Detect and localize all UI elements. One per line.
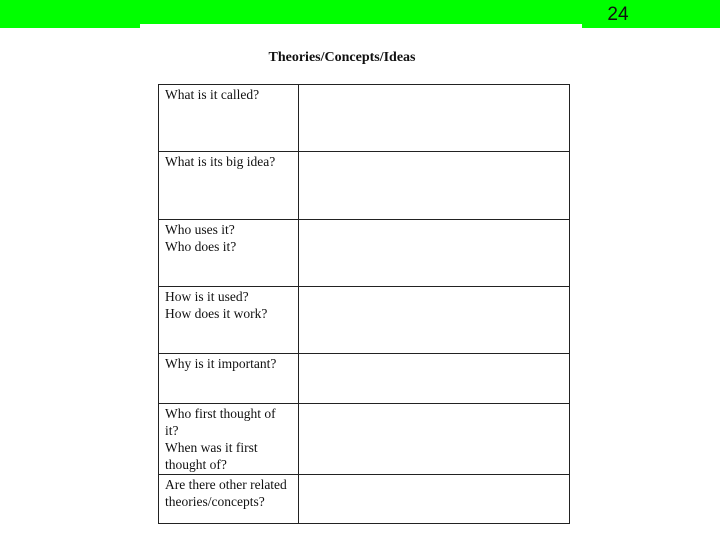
answer-cell[interactable] xyxy=(299,287,570,354)
worksheet-table xyxy=(158,84,570,524)
table-row xyxy=(159,220,570,287)
answer-cell[interactable] xyxy=(299,404,570,475)
question-cell xyxy=(159,404,299,475)
question-label: What is its big idea? xyxy=(165,154,276,169)
header-bar-left xyxy=(0,0,140,28)
question-label: Why is it important? xyxy=(165,356,277,371)
worksheet-title: Theories/Concepts/Ideas xyxy=(268,50,416,65)
question-label: Are there other related theories/concepts? xyxy=(165,477,287,509)
table-row xyxy=(159,354,570,404)
question-label: How is it used? How does it work? xyxy=(165,289,268,321)
question-cell xyxy=(159,354,299,404)
table-row xyxy=(159,404,570,475)
answer-cell[interactable] xyxy=(299,85,570,152)
question-cell xyxy=(159,220,299,287)
question-cell xyxy=(159,475,299,524)
table-row xyxy=(159,475,570,524)
answer-cell[interactable] xyxy=(299,475,570,524)
question-label: Who first thought of it? When was it first thought of? xyxy=(165,406,276,472)
table-row xyxy=(159,287,570,354)
slide-page-number: 24 xyxy=(607,4,629,25)
question-cell xyxy=(159,152,299,220)
table-row xyxy=(159,152,570,220)
table-row xyxy=(159,85,570,152)
answer-cell[interactable] xyxy=(299,152,570,220)
answer-cell[interactable] xyxy=(299,220,570,287)
question-cell xyxy=(159,287,299,354)
question-label: Who uses it? Who does it? xyxy=(165,222,237,254)
answer-cell[interactable] xyxy=(299,354,570,404)
question-label: What is it called? xyxy=(165,87,260,102)
header-bar-middle xyxy=(140,0,582,24)
question-cell xyxy=(159,85,299,152)
